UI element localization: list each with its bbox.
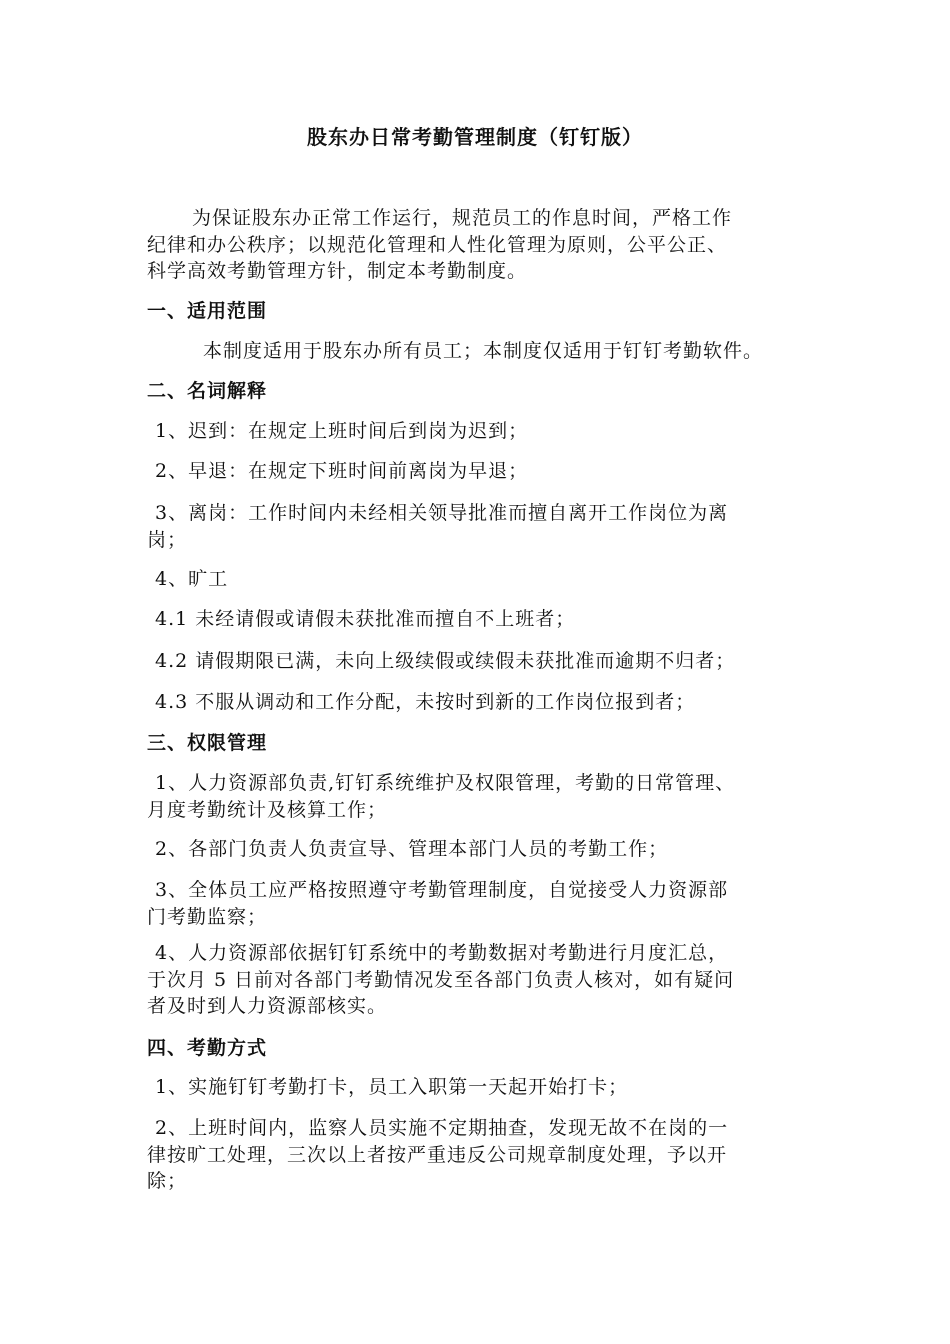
authority-item-3-line-1: 3、全体员工应严格按照遵守考勤管理制度，自觉接受人力资源部 (155, 879, 729, 901)
term-absenteeism: 4、旷工 (155, 568, 229, 590)
intro-line-1: 为保证股东办正常工作运行，规范员工的作息时间，严格工作 (192, 207, 733, 229)
method-item-2-line-1: 2、上班时间内，监察人员实施不定期抽查，发现无故不在岗的一 (155, 1117, 729, 1139)
authority-item-3 (147, 877, 812, 930)
intro-line-2: 纪律和办公秩序；以规范化管理和人性化管理为原则，公平公正、 (147, 233, 728, 256)
authority-item-1-line-2: 月度考勤统计及核算工作； (147, 798, 388, 821)
method-item-2-line-3: 除； (147, 1170, 188, 1192)
document-title: 股东办日常考勤管理制度（钉钉版） (307, 125, 643, 149)
authority-item-4-line-2: 于次月 5 日前对各部门考勤情况发至各部门负责人核对，如有疑问 (147, 968, 735, 991)
term-late: 1、迟到：在规定上班时间后到岗为迟到； (155, 420, 529, 442)
method-item-2 (147, 1115, 812, 1195)
authority-item-4-line-1: 4、人力资源部依据钉钉系统中的考勤数据对考勤进行月度汇总， (155, 942, 729, 964)
section-1-heading: 一、适用范围 (147, 300, 268, 322)
section-4-heading: 四、考勤方式 (147, 1037, 268, 1059)
method-item-2-line-2: 律按旷工处理，三次以上者按严重违反公司规章制度处理，予以开 (147, 1143, 728, 1166)
section-1-text: 本制度适用于股东办所有员工；本制度仅适用于钉钉考勤软件。 (203, 340, 764, 362)
term-absenteeism-4-2: 4.2 请假期限已满，未向上级续假或续假未获批准而逾期不归者； (155, 650, 736, 672)
section-2-heading: 二、名词解释 (147, 380, 268, 402)
term-absenteeism-4-3: 4.3 不服从调动和工作分配，未按时到新的工作岗位报到者； (155, 691, 696, 713)
intro-paragraph (147, 205, 812, 285)
section-3-heading: 三、权限管理 (147, 732, 268, 754)
term-early-leave: 2、早退：在规定下班时间前离岗为早退； (155, 460, 529, 482)
method-item-1: 1、实施钉钉考勤打卡，员工入职第一天起开始打卡； (155, 1076, 629, 1098)
intro-line-3: 科学高效考勤管理方针，制定本考勤制度。 (147, 260, 528, 282)
term-off-post-line-1: 3、离岗：工作时间内未经相关领导批准而擅自离开工作岗位为离 (155, 502, 729, 524)
term-absenteeism-4-1: 4.1 未经请假或请假未获批准而擅自不上班者； (155, 608, 576, 630)
authority-item-2: 2、各部门负责人负责宣导、管理本部门人员的考勤工作； (155, 838, 669, 860)
term-off-post-line-2: 岗； (147, 528, 188, 551)
authority-item-1-line-1: 1、人力资源部负责,钉钉系统维护及权限管理，考勤的日常管理、 (155, 772, 736, 794)
authority-item-1 (147, 770, 812, 823)
authority-item-4 (147, 940, 812, 1020)
term-off-post (147, 500, 812, 553)
authority-item-4-line-3: 者及时到人力资源部核实。 (147, 995, 388, 1017)
authority-item-3-line-2: 门考勤监察； (147, 905, 268, 928)
